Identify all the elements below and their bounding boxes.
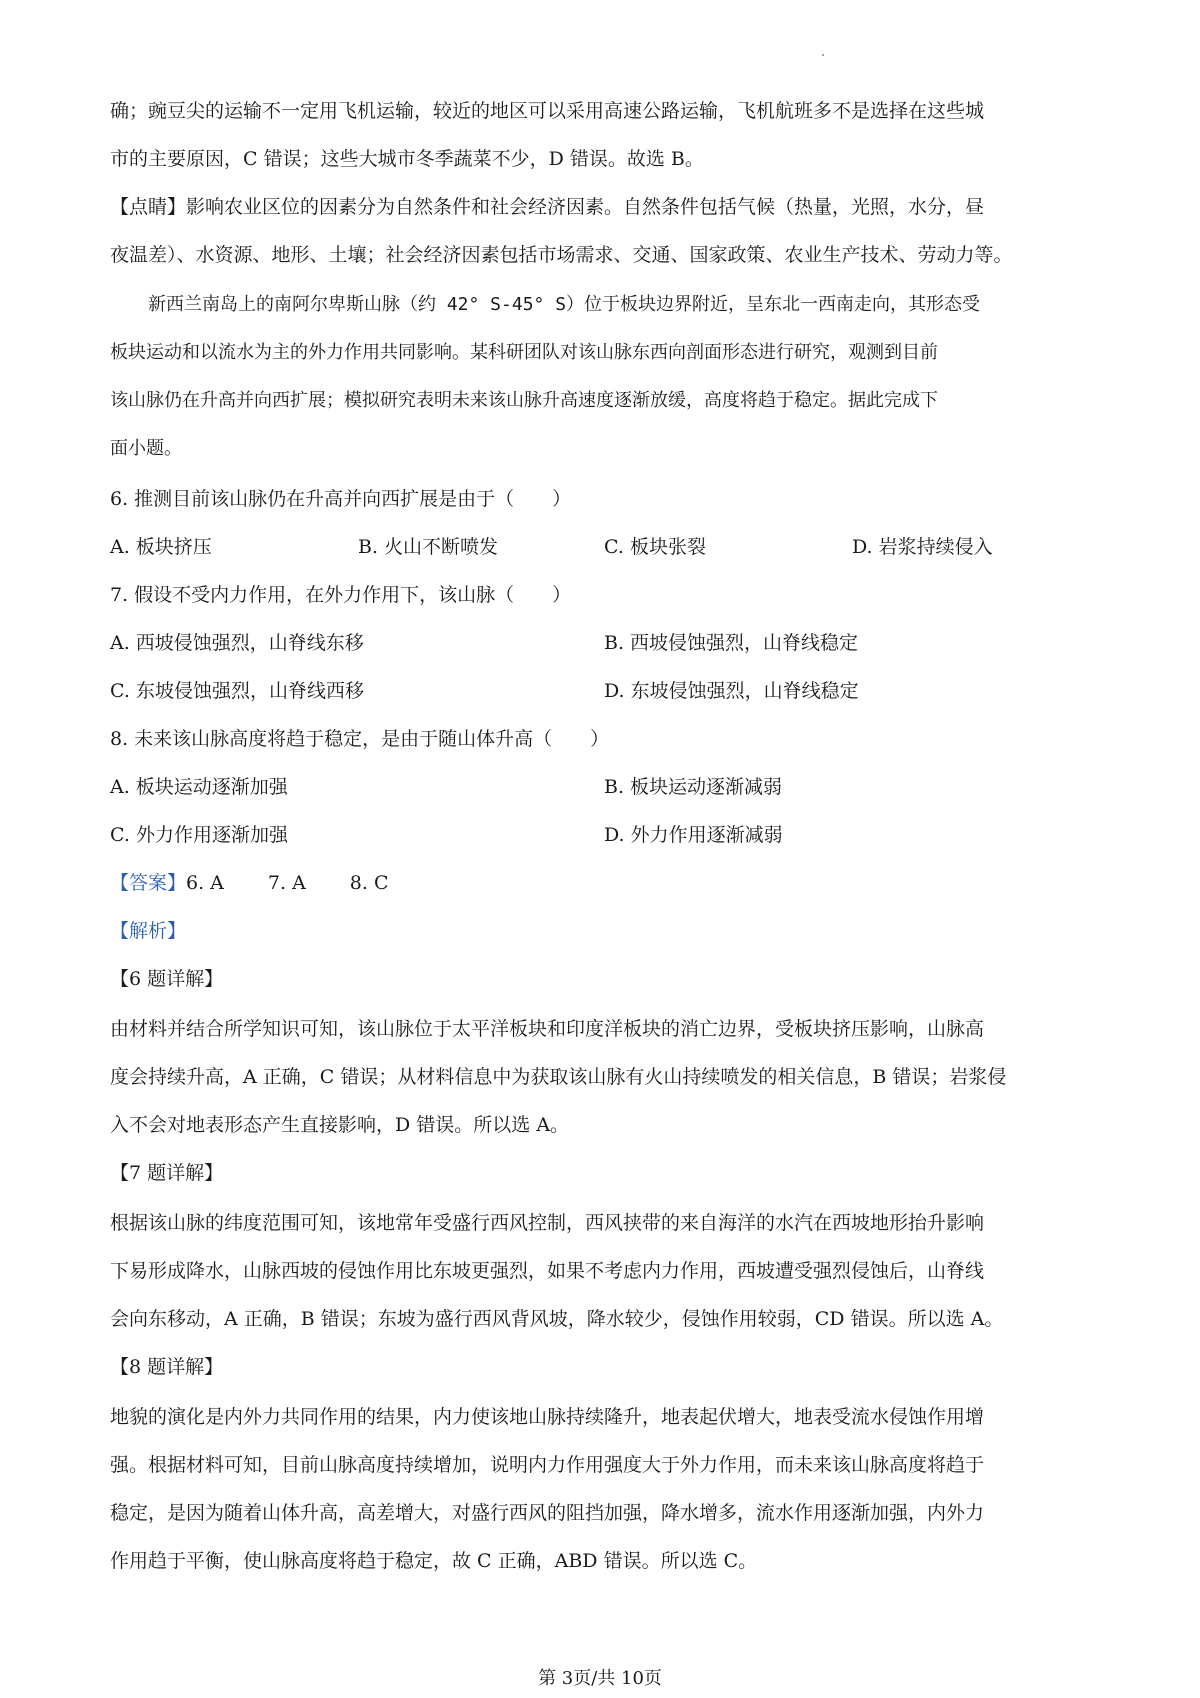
dianjing-line-2: 夜温差）、水资源、地形、土壤；社会经济因素包括市场需求、交通、国家政策、农业生产技术、劳动力等。 <box>110 244 1013 266</box>
question-7-stem: 7. 假设不受内力作用，在外力作用下，该山脉（ ） <box>110 584 572 606</box>
detail-6-heading: 【6 题详解】 <box>110 968 224 990</box>
answer-6: 6. A <box>186 872 224 894</box>
passage-line-3: 该山脉仍在升高并向西扩展；模拟研究表明未来该山脉升高速度逐渐放缓，高度将趋于稳定。据此完成下 <box>110 390 938 411</box>
detail-6-line-2: 度会持续升高，A 正确，C 错误；从材料信息中为获取该山脉有火山持续喷发的相关信息，B 错误；岩浆侵 <box>110 1066 1007 1088</box>
passage-line-2: 板块运动和以流水为主的外力作用共同影响。某科研团队对该山脉东西向剖面形态进行研究，观测到目前 <box>110 342 938 363</box>
question-8-option-d: D. 外力作用逐渐减弱 <box>604 824 783 846</box>
detail-8-line-3: 稳定，是因为随着山体升高，高差增大，对盛行西风的阻挡加强，降水增多，流水作用逐渐加强，内外力 <box>110 1502 985 1524</box>
detail-8-heading: 【8 题详解】 <box>110 1356 224 1378</box>
detail-7-line-1: 根据该山脉的纬度范围可知，该地常年受盛行西风控制，西风挟带的来自海洋的水汽在西坡地形抬升影响 <box>110 1212 985 1234</box>
passage-line-4: 面小题。 <box>110 438 182 459</box>
dianjing-text-1: 影响农业区位的因素分为自然条件和社会经济因素。自然条件包括气候（热量，光照，水分，昼 <box>186 196 985 218</box>
question-8-option-a: A. 板块运动逐渐加强 <box>110 776 288 798</box>
detail-7-line-3: 会向东移动，A 正确，B 错误；东坡为盛行西风背风坡，降水较少，侵蚀作用较弱，CD 错误。所以选 A。 <box>110 1308 1004 1330</box>
passage-line-1: 新西兰南岛上的南阿尔卑斯山脉（约 42° S-45° S）位于板块边界附近，呈东北一西南走向，其形态受 <box>148 294 981 315</box>
question-7-option-d: D. 东坡侵蚀强烈，山脊线稳定 <box>604 680 859 702</box>
dianjing-line-1 <box>110 194 984 220</box>
detail-6-line-1: 由材料并结合所学知识可知，该山脉位于太平洋板块和印度洋板块的消亡边界，受板块挤压影响，山脉高 <box>110 1018 985 1040</box>
dianjing-tag: 【点睛】 <box>110 196 187 218</box>
analysis-tag: 【解析】 <box>110 920 187 942</box>
detail-6-line-3: 入不会对地表形态产生直接影响，D 错误。所以选 A。 <box>110 1114 570 1136</box>
question-6-stem: 6. 推测目前该山脉仍在升高并向西扩展是由于（ ） <box>110 488 572 510</box>
scan-dot <box>822 54 824 56</box>
page-footer: 第 3页/共 10页 <box>538 1668 662 1689</box>
question-6-option-d: D. 岩浆持续侵入 <box>852 536 993 558</box>
question-6-option-c: C. 板块张裂 <box>604 536 706 558</box>
question-7-option-b: B. 西坡侵蚀强烈，山脊线稳定 <box>604 632 859 654</box>
intro-line-1: 确；豌豆尖的运输不一定用飞机运输，较近的地区可以采用高速公路运输，飞机航班多不是选择在这些城 <box>110 100 985 122</box>
detail-8-line-1: 地貌的演化是内外力共同作用的结果，内力使该地山脉持续隆升，地表起伏增大，地表受流水侵蚀作用增 <box>110 1406 985 1428</box>
question-7-option-c: C. 东坡侵蚀强烈，山脊线西移 <box>110 680 364 702</box>
question-7-option-a: A. 西坡侵蚀强烈，山脊线东移 <box>110 632 364 654</box>
answer-line <box>110 870 389 896</box>
question-8-option-b: B. 板块运动逐渐减弱 <box>604 776 783 798</box>
answer-8: 8. C <box>349 872 389 894</box>
question-6-option-b: B. 火山不断喷发 <box>358 536 499 558</box>
answer-7: 7. A <box>267 872 306 894</box>
intro-line-2: 市的主要原因，C 错误；这些大城市冬季蔬菜不少，D 错误。故选 B。 <box>110 148 704 170</box>
detail-7-line-2: 下易形成降水，山脉西坡的侵蚀作用比东坡更强烈，如果不考虑内力作用，西坡遭受强烈侵蚀后，山脊线 <box>110 1260 985 1282</box>
answer-tag: 【答案】 <box>110 872 187 894</box>
question-8-option-c: C. 外力作用逐渐加强 <box>110 824 288 846</box>
detail-7-heading: 【7 题详解】 <box>110 1162 224 1184</box>
question-8-stem: 8. 未来该山脉高度将趋于稳定，是由于随山体升高（ ） <box>110 728 610 750</box>
detail-8-line-2: 强。根据材料可知，目前山脉高度持续增加，说明内力作用强度大于外力作用，而未来该山脉高度将趋于 <box>110 1454 985 1476</box>
question-6-option-a: A. 板块挤压 <box>110 536 212 558</box>
detail-8-line-4: 作用趋于平衡，使山脉高度将趋于稳定，故 C 正确，ABD 错误。所以选 C。 <box>110 1550 758 1572</box>
